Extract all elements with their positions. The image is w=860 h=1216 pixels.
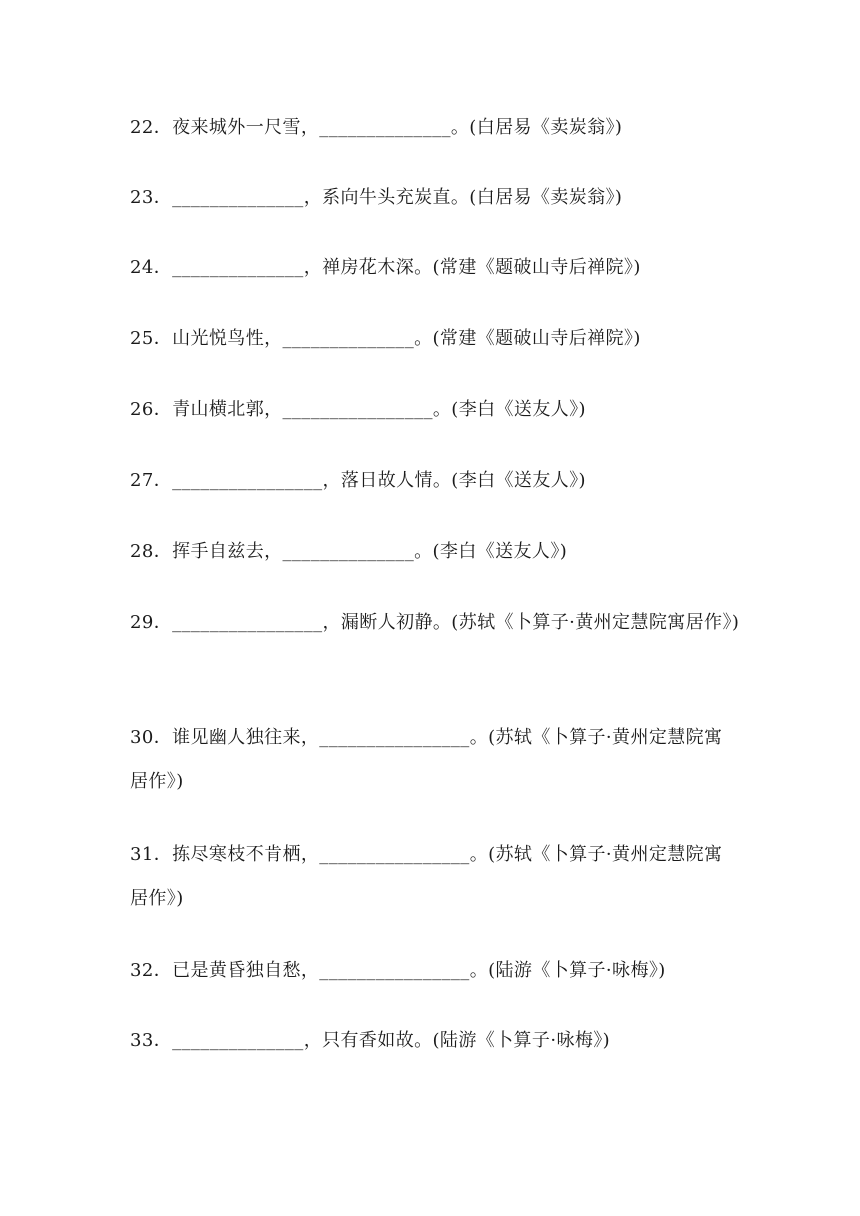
question-26: 26．青山横北郭，________________。(李白《送友人》) (130, 399, 586, 420)
question-31: 31．拣尽寒枝不肯栖，________________。(苏轼《卜算子·黄州定慧院寓居作》) (130, 844, 723, 909)
question-25: 25．山光悦鸟性，______________。(常建《题破山寺后禅院》) (130, 328, 641, 349)
question-33: 33．______________，只有香如故。(陆游《卜算子·咏梅》) (130, 1030, 611, 1051)
question-30: 30．谁见幽人独往来，________________。(苏轼《卜算子·黄州定慧院寓居作》) (130, 727, 723, 792)
question-22: 22．夜来城外一尺雪，______________。(白居易《卖炭翁》) (130, 117, 623, 138)
question-28: 28．挥手自兹去，______________。(李白《送友人》) (130, 541, 568, 562)
question-32: 32．已是黄昏独自愁，________________。(陆游《卜算子·咏梅》) (130, 960, 666, 981)
question-24: 24．______________，禅房花木深。(常建《题破山寺后禅院》) (130, 257, 641, 278)
question-27: 27．________________，落日故人情。(李白《送友人》) (130, 470, 586, 491)
question-29: 29．________________，漏断人初静。(苏轼《卜算子·黄州定慧院寓居作》) (130, 612, 740, 633)
question-23: 23．______________，系向牛头充炭直。(白居易《卖炭翁》) (130, 187, 623, 208)
